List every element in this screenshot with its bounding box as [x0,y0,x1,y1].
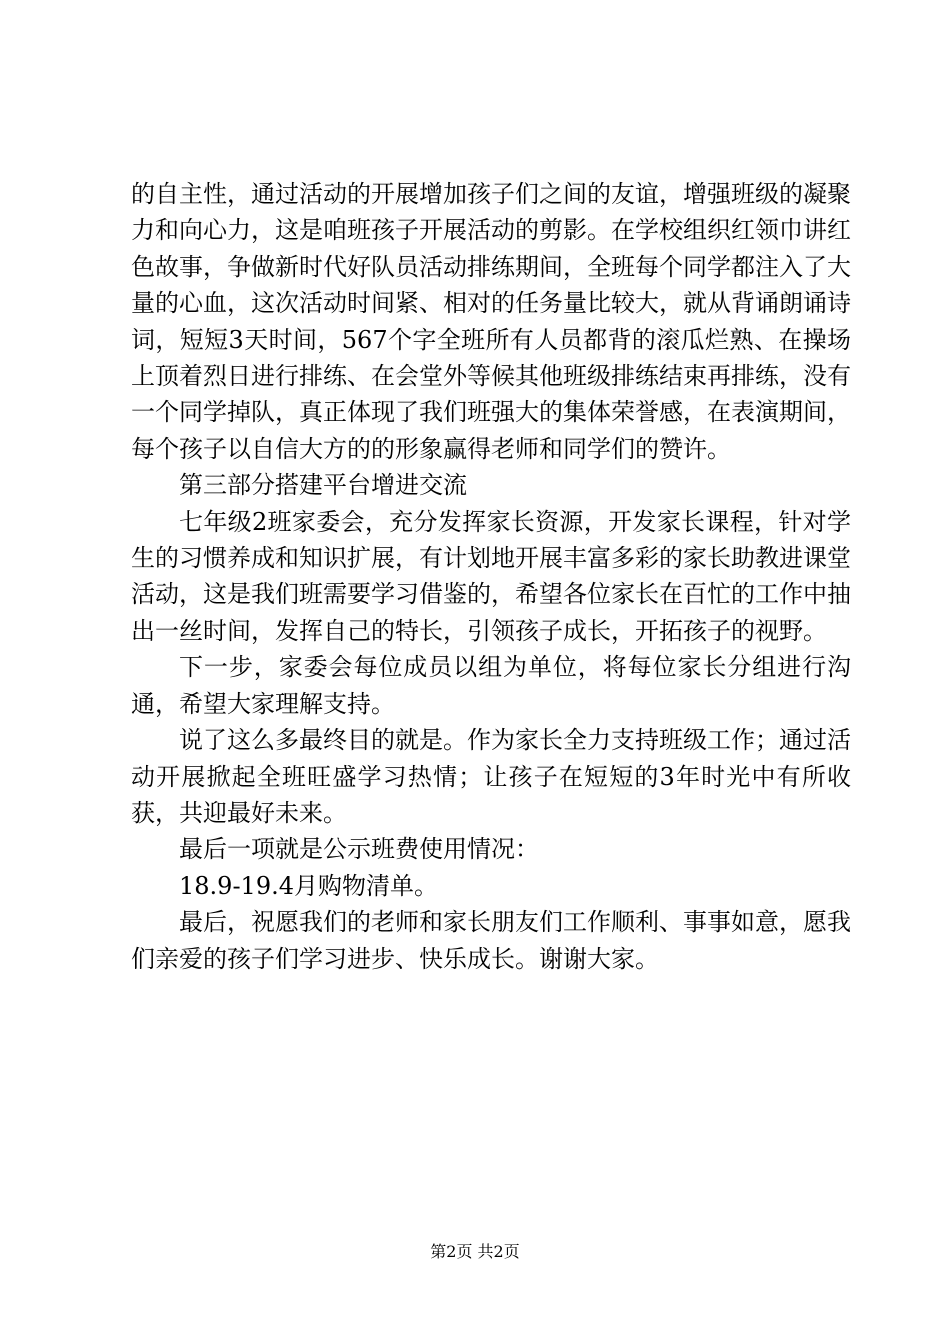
section-heading-part-three: 第三部分搭建平台增进交流 [179,471,467,500]
paragraph-parent-committee: 七年级2班家委会，充分发挥家长资源，开发家长课程，针对学生的习惯养成和知识扩展，有计划地开展丰富多彩的家长助教进课堂活动，这是我们班需要学习借鉴的，希望各位家长在百忙的工作中抽出一丝时间，发挥自己的特长，引领孩子成长，开拓孩子的视野。 [131,507,851,645]
paragraph-continuation: 的自主性，通过活动的开展增加孩子们之间的友谊，增强班级的凝聚力和向心力，这是咱班孩子开展活动的剪影。在学校组织红领巾讲红色故事，争做新时代好队员活动排练期间，全班每个同学都注入了大量的心血，这次活动时间紧、相对的任务量比较大，就从背诵朗诵诗词，短短3天时间，567个字全班所有人员都背的滚瓜烂熟、在操场上顶着烈日进行排练、在会堂外等候其他班级排练结束再排练，没有一个同学掉队，真正体现了我们班强大的集体荣誉感，在表演期间，每个孩子以自信大方的的形象赢得老师和同学们的赞许。 [131,180,851,463]
paragraph-goal: 说了这么多最终目的就是。作为家长全力支持班级工作；通过活动开展掀起全班旺盛学习热情；让孩子在短短的3年时光中有所收获，共迎最好未来。 [131,726,851,827]
page-footer: 第2页 共2页 [430,1242,520,1261]
paragraph-closing: 最后，祝愿我们的老师和家长朋友们工作顺利、事事如意，愿我们亲爱的孩子们学习进步、快乐成长。谢谢大家。 [131,908,851,973]
document-body [131,176,851,977]
paragraph-class-fee: 最后一项就是公示班费使用情况： [179,835,539,864]
paragraph-shopping-list: 18.9-19.4月购物清单。 [179,871,438,900]
paragraph-next-step: 下一步，家委会每位成员以组为单位，将每位家长分组进行沟通，希望大家理解支持。 [131,653,851,718]
